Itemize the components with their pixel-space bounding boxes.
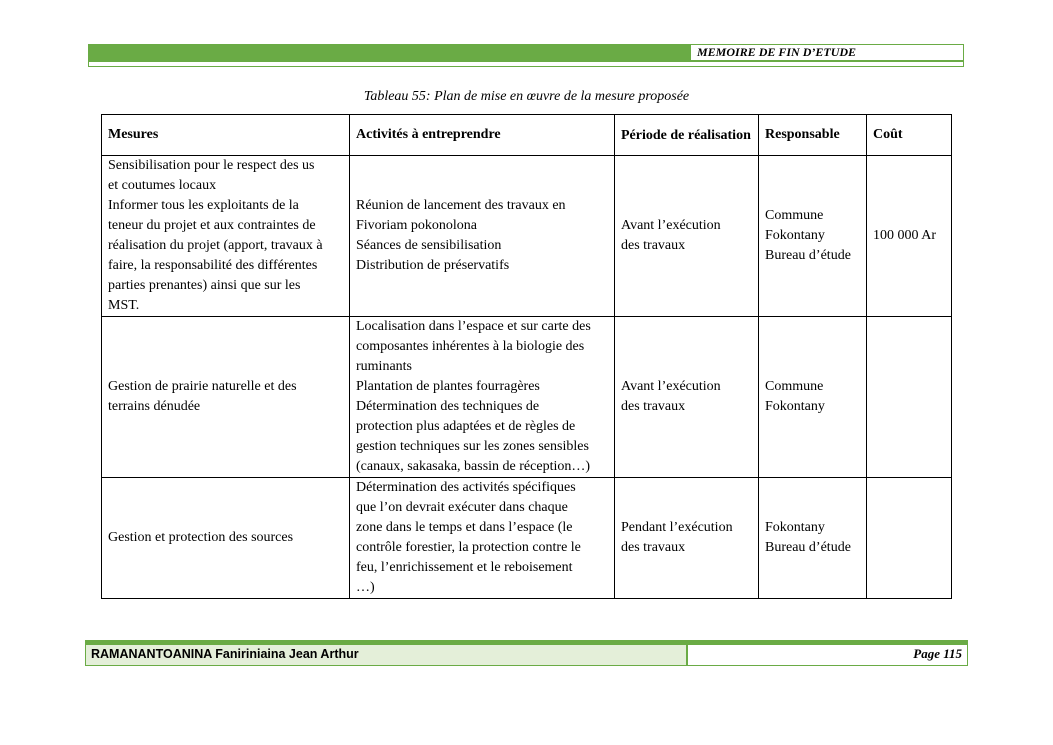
cell-activites [350,156,615,317]
table-row [102,156,952,317]
cell-line: teneur du projet et aux contraintes de [108,218,316,233]
cell-line: Plantation de plantes fourragères [356,379,540,394]
header-periode: Période de réalisation [615,115,759,156]
cell-mesure [102,156,350,317]
cell-responsable [759,478,867,599]
cell-line: terrains dénudée [108,399,201,414]
table-caption: Tableau 55: Plan de mise en œuvre de la mesure proposée [363,89,690,104]
cell-line: ruminants [356,359,412,374]
cell-line: faire, la responsabilité des différentes [108,258,318,273]
header-responsable: Responsable [759,115,867,156]
footer-author: RAMANANTOANINA Faniriniaina Jean Arthur [91,647,359,661]
cell-line: Fokontany [765,399,825,414]
cell-line: MST. [108,298,140,313]
cell-line: Distribution de préservatifs [356,258,510,273]
table-row [102,478,952,599]
cell-periode [615,317,759,478]
cell-line: zone dans le temps et dans l’espace (le [356,520,573,535]
cell-line: Fokontany [765,228,825,243]
cell-line: Réunion de lancement des travaux en [356,198,566,213]
cell-line: des travaux [621,238,686,253]
header-activites: Activités à entreprendre [350,115,615,156]
cell-line: que l’on devrait exécuter dans chaque [356,500,568,515]
header-mesures: Mesures [102,115,350,156]
cell-periode [615,156,759,317]
cell-line: (canaux, sakasaka, bassin de réception…) [356,459,591,474]
cell-responsable [759,317,867,478]
header-title: MEMOIRE DE FIN D’ETUDE [697,45,857,59]
cell-line: Localisation dans l’espace et sur carte des [356,319,591,334]
cell-line: Commune [765,208,824,223]
cell-line: Pendant l’exécution [621,520,733,535]
cell-line: des travaux [621,399,686,414]
cell-line: composantes inhérentes à la biologie des [356,339,585,354]
header-underline-band [88,61,964,67]
cell-line: parties prenantes) ainsi que sur les [108,278,301,293]
cell-periode [615,478,759,599]
cell-responsable [759,156,867,317]
cell-line: Gestion de prairie naturelle et des [108,379,297,394]
cell-line: Avant l’exécution [621,379,721,394]
cell-line: Commune [765,379,824,394]
cell-line: gestion techniques sur les zones sensibles [356,439,589,454]
cell-cout [867,478,952,599]
cell-line: contrôle forestier, la protection contre le [356,540,581,555]
cell-line: Bureau d’étude [765,248,851,263]
cell-line: …) [356,580,375,595]
cell-line: Gestion et protection des sources [108,530,294,545]
cell-mesure [102,478,350,599]
cell-line: Sensibilisation pour le respect des us [108,158,315,173]
cell-activites [350,317,615,478]
cell-line: Détermination des activités spécifiques [356,480,576,495]
cell-line: réalisation du projet (apport, travaux à [108,238,323,253]
table-row [102,317,952,478]
cell-cout [867,317,952,478]
header-green-band [88,44,690,61]
cell-line: Détermination des techniques de [356,399,540,414]
cell-line: Fivoriam pokonolona [356,218,477,233]
cell-line: feu, l’enrichissement et le reboisement [356,560,573,575]
cell-line: protection plus adaptées et de règles de [356,419,576,434]
cell-cout: 100 000 Ar [867,156,952,317]
footer-page-number: Page 115 [913,646,962,661]
cell-line: Fokontany [765,520,825,535]
cell-line: Séances de sensibilisation [356,238,502,253]
table-header-row [102,115,952,156]
cell-line: Bureau d’étude [765,540,851,555]
measure-plan-table [101,114,952,599]
cell-activites [350,478,615,599]
cell-line: et coutumes locaux [108,178,217,193]
cell-mesure [102,317,350,478]
cell-line: des travaux [621,540,686,555]
cell-line: Avant l’exécution [621,218,721,233]
cell-line: Informer tous les exploitants de la [108,198,299,213]
header-cout: Coût [867,115,952,156]
